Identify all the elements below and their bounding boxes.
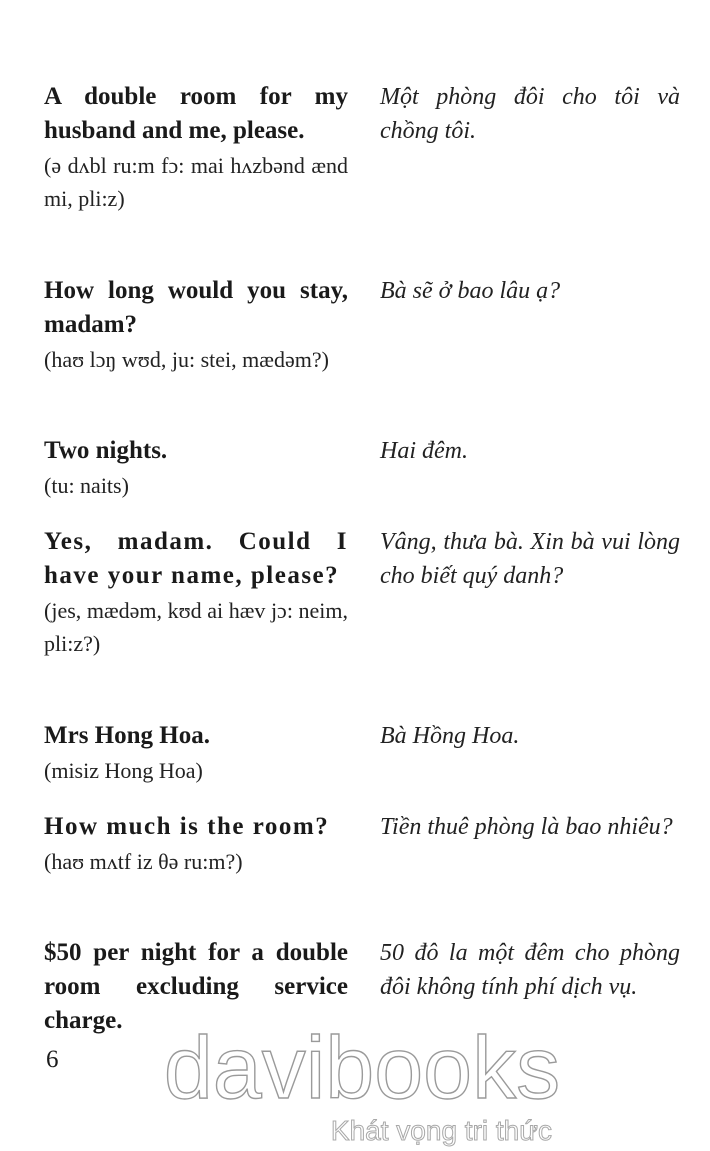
- watermark-logo: [152, 1018, 572, 1148]
- english-phrase: Mrs Hong Hoa.: [44, 722, 210, 749]
- english-phrase: How much is the room?: [44, 813, 330, 840]
- pronunciation: (haʊ lɔŋ wʊd, ju: stei, mædəm?): [44, 347, 329, 372]
- english-phrase: $50 per night for a double room excluding service charge.: [44, 939, 348, 1034]
- page-number: 6: [46, 1046, 59, 1073]
- vietnamese-translation: Bà sẽ ở bao lâu ạ?: [380, 278, 561, 304]
- vietnamese-translation: Vâng, thưa bà. Xin bà vui lòng cho biết quý danh?: [380, 529, 680, 589]
- english-column: [44, 810, 348, 878]
- pronunciation: (haʊ mʌtf iz θə ru:m?): [44, 849, 243, 874]
- english-column: [44, 525, 348, 660]
- english-phrase: Two nights.: [44, 437, 168, 464]
- pronunciation: (jes, mædəm, kʊd ai hæv jɔ: neim, pli:z?): [44, 598, 348, 656]
- pronunciation: (misiz Hong Hoa): [44, 758, 203, 783]
- pronunciation: (tu: naits): [44, 473, 129, 498]
- vietnamese-translation: Bà Hồng Hoa.: [380, 723, 520, 749]
- english-phrase: Yes, madam. Could I have your name, please?: [44, 528, 348, 589]
- english-column: [44, 719, 348, 787]
- vietnamese-translation: Tiền thuê phòng là bao nhiêu?: [380, 814, 673, 840]
- english-column: [44, 274, 348, 376]
- english-column: [44, 434, 348, 502]
- watermark-tagline: Khát vọng tri thức: [330, 1115, 552, 1146]
- pronunciation: (ə dʌbl ru:m fɔ: mai hʌzbənd ænd mi, pli:z): [44, 153, 348, 211]
- english-phrase: A double room for my husband and me, please.: [44, 83, 348, 144]
- vietnamese-translation: Một phòng đôi cho tôi và chồng tôi.: [380, 84, 680, 144]
- english-column: [44, 80, 348, 215]
- english-phrase: How long would you stay, madam?: [44, 277, 348, 338]
- watermark-brand: davibooks: [163, 1018, 561, 1117]
- vietnamese-translation: 50 đô la một đêm cho phòng đôi không tính phí dịch vụ.: [380, 940, 680, 1000]
- vietnamese-translation: Hai đêm.: [380, 438, 468, 464]
